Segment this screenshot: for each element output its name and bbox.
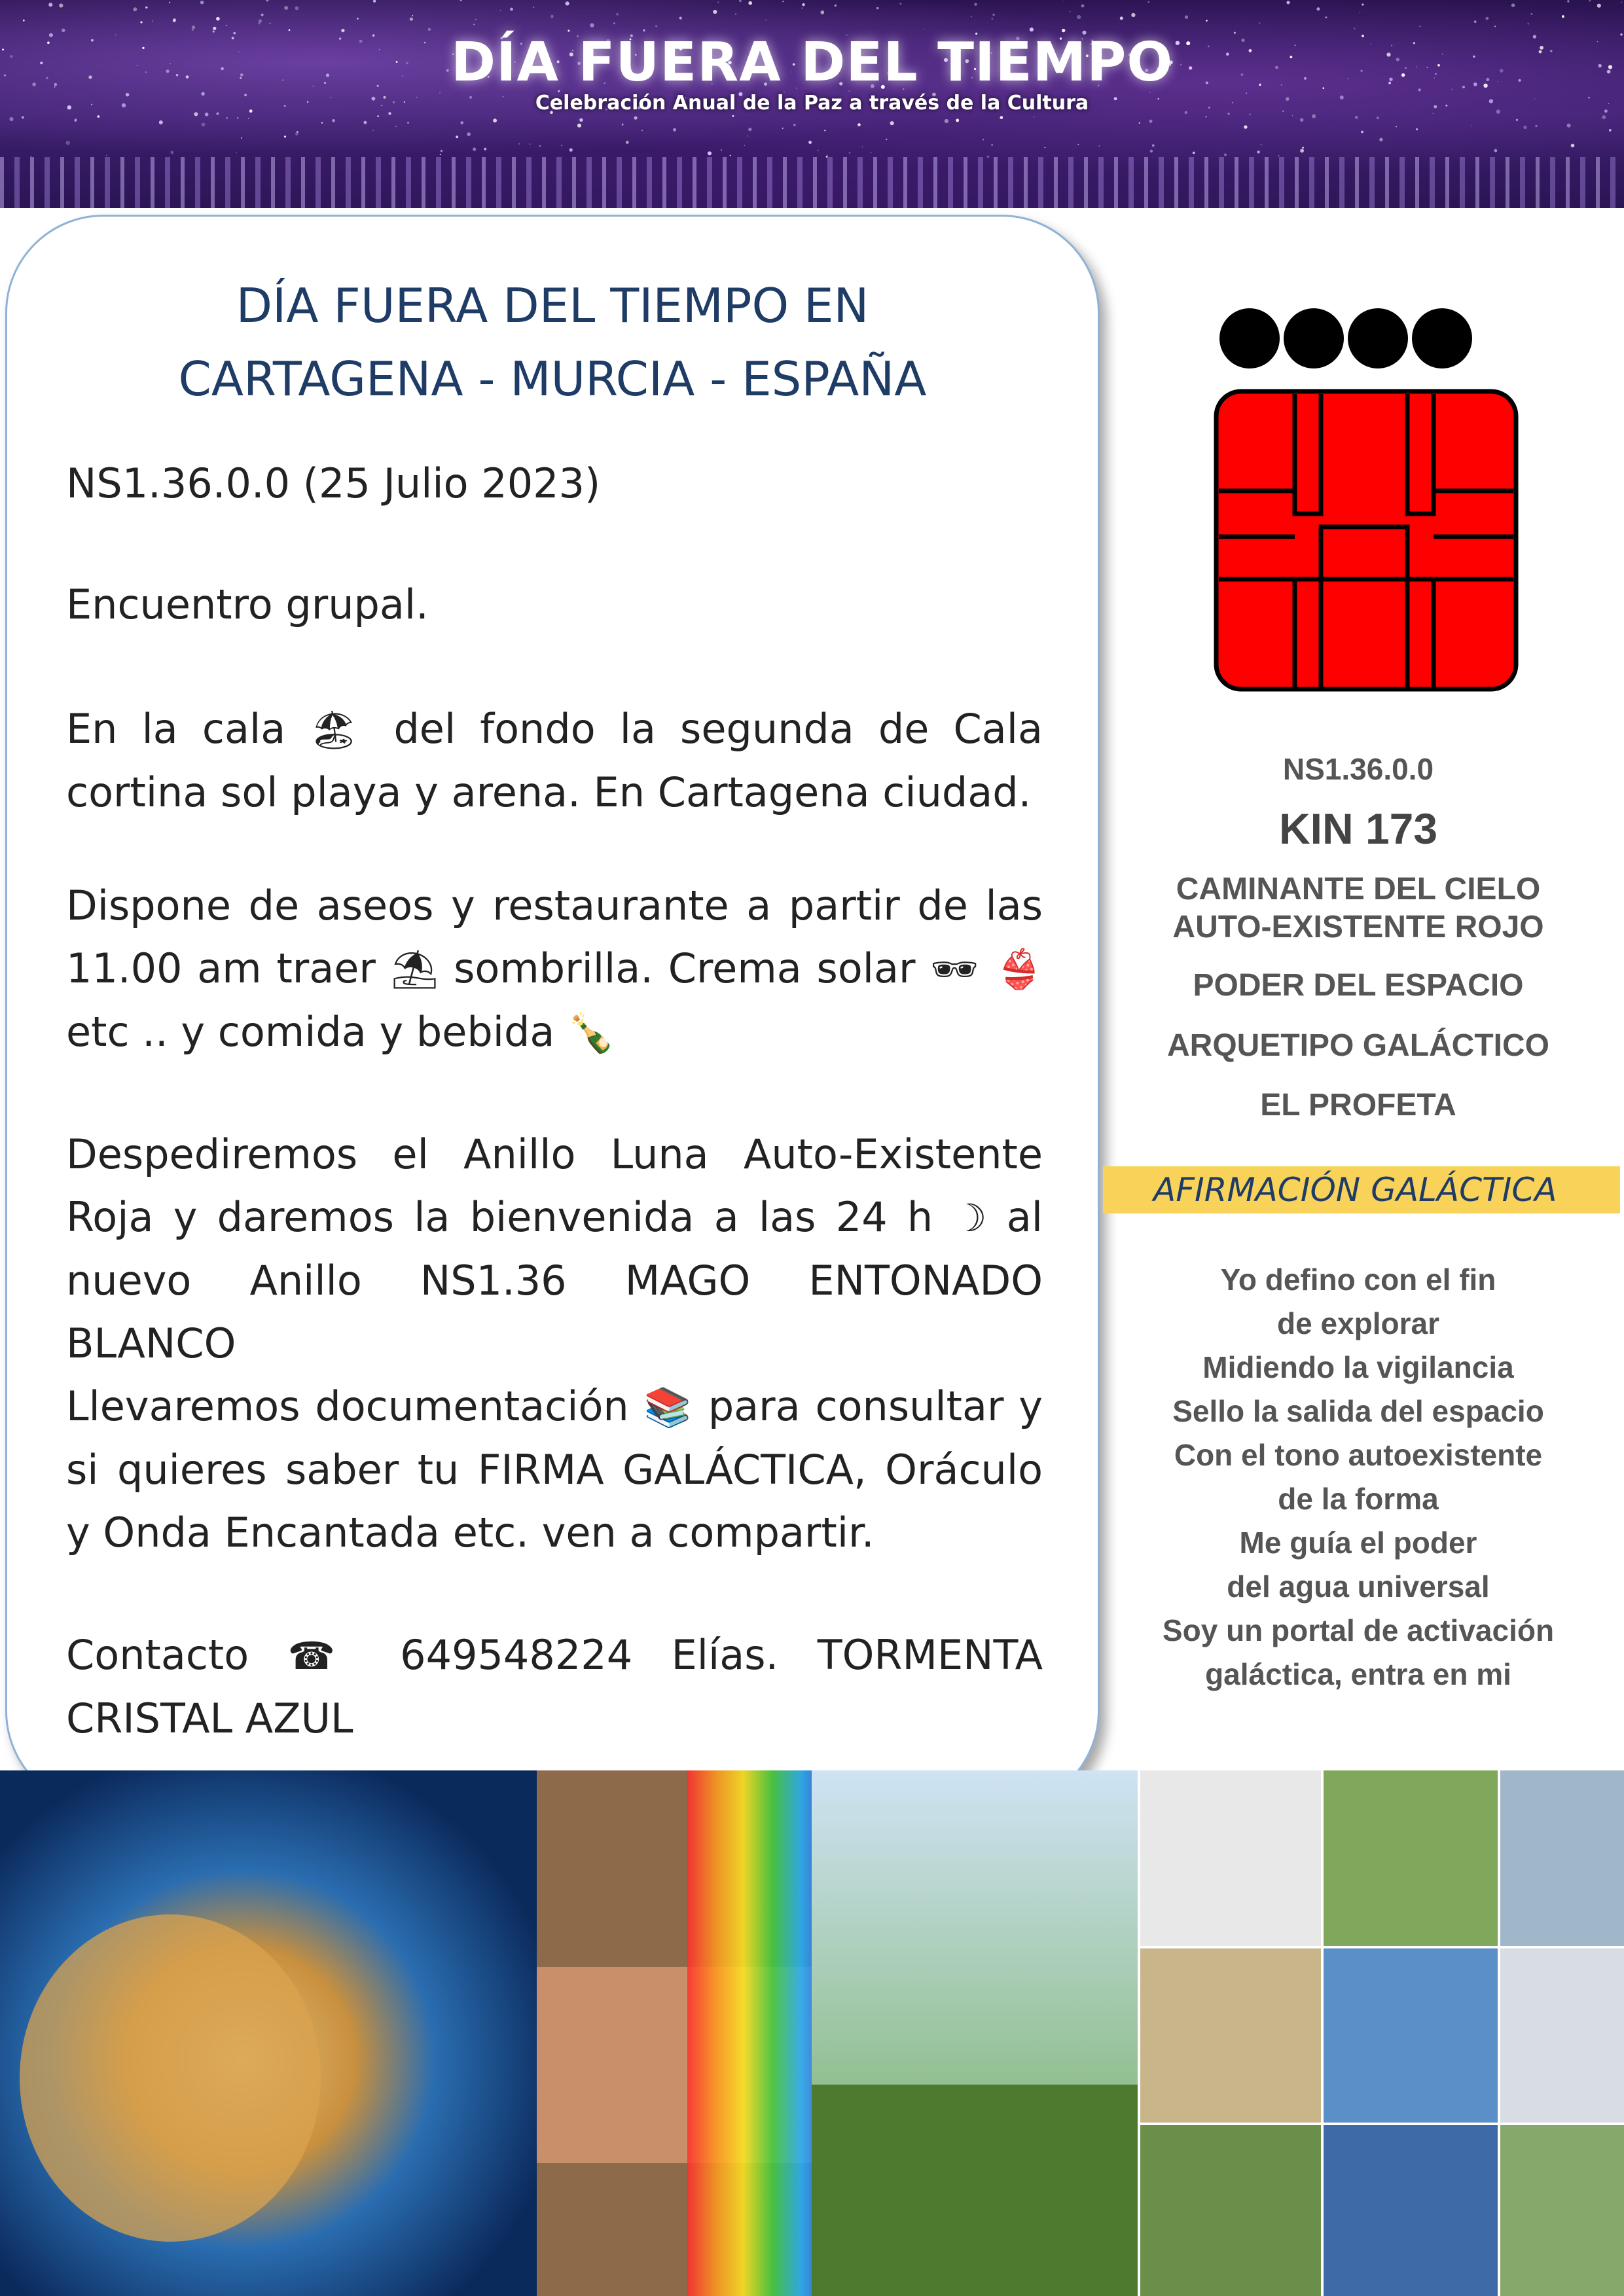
star [295, 7, 299, 10]
star [213, 27, 216, 30]
star [460, 121, 463, 124]
star [1485, 17, 1489, 20]
star [145, 7, 147, 9]
star [372, 130, 374, 131]
star [1511, 3, 1515, 7]
star [428, 28, 431, 31]
event-card [5, 215, 1100, 1809]
star [1193, 152, 1195, 154]
star [1562, 15, 1564, 18]
star [237, 117, 238, 118]
star [1000, 116, 1003, 119]
affirmation-line: galáctica, entra en mi [1205, 1657, 1511, 1691]
star [1139, 122, 1140, 124]
star [992, 14, 994, 16]
star [202, 123, 206, 127]
star [1034, 117, 1035, 118]
dot-3 [1348, 308, 1408, 368]
location-text-a: En la cala [66, 705, 286, 753]
star [473, 147, 476, 151]
star [510, 8, 513, 11]
star [871, 152, 872, 154]
star [820, 10, 824, 14]
contact-paragraph [66, 1624, 1043, 1750]
affirmation-line: Con el tono autoexistente [1174, 1438, 1543, 1472]
star [500, 10, 501, 11]
star [835, 5, 837, 7]
star [518, 143, 520, 145]
star [48, 3, 52, 7]
ring-text-b: al nuevo Anillo NS1.36 MAGO ENTONADO BLANCO [66, 1193, 1043, 1367]
star [1589, 0, 1591, 1]
star [579, 118, 583, 122]
star [983, 139, 984, 140]
star [321, 122, 323, 124]
star [332, 119, 335, 122]
star [721, 149, 722, 151]
star [1354, 28, 1355, 29]
star [992, 18, 994, 20]
star [577, 124, 581, 128]
star [641, 130, 643, 131]
star [824, 130, 825, 131]
star [22, 117, 24, 119]
star [484, 148, 486, 151]
beach-icon: 🏖 [310, 708, 370, 752]
star [849, 152, 851, 154]
star [395, 126, 397, 127]
star [1316, 7, 1320, 10]
services-text-a: Dispone de aseos y restaurante a partir de las 11.00 am traer [66, 882, 1043, 992]
tile-field [1499, 2124, 1624, 2296]
kin-name-line2: AUTO-EXISTENTE ROJO [1172, 910, 1544, 944]
star [1224, 154, 1227, 156]
affirmation-title: AFIRMACIÓN GALÁCTICA [1153, 1171, 1557, 1209]
star [407, 122, 409, 124]
docs-text-b: para consultar y si quieres saber tu FIRMA GALÁCTICA, Oráculo y Onda Encantada etc. ven a compartir. [66, 1382, 1043, 1556]
star [679, 17, 682, 20]
affirmation-text [1106, 1258, 1610, 1696]
star [655, 25, 657, 27]
card-title-line2: CARTAGENA - MURCIA - ESPAÑA [178, 351, 927, 406]
sunglasses-icon: 🕶 [930, 947, 981, 992]
star [1286, 1, 1290, 4]
star [718, 2, 719, 3]
star [1206, 20, 1208, 22]
star [876, 7, 879, 10]
star [1379, 138, 1382, 141]
star [569, 148, 573, 151]
star [566, 1, 569, 5]
star [1292, 115, 1293, 116]
kin-archetype: ARQUETIPO GALÁCTICO [1167, 1028, 1549, 1063]
star [1494, 26, 1496, 27]
star [192, 29, 194, 31]
star [808, 141, 812, 144]
star [1131, 13, 1135, 17]
star [673, 128, 676, 132]
star [1185, 16, 1188, 19]
star [1597, 4, 1601, 8]
star [1205, 116, 1206, 117]
tile-tipi [1322, 1770, 1499, 1947]
kin-code: NS1.36.0.0 [1282, 752, 1434, 786]
star [1396, 126, 1397, 128]
tile-dome [1499, 1770, 1624, 1947]
dot-2 [1284, 308, 1344, 368]
star [440, 154, 441, 155]
star [1571, 144, 1575, 148]
star [748, 1, 752, 5]
affirmation-line: Soy un portal de activación [1162, 1613, 1555, 1647]
star [23, 20, 25, 22]
star [1098, 145, 1100, 147]
tile-meditation [1139, 1770, 1322, 1947]
kin-glyph-icon [1211, 301, 1525, 694]
star [9, 117, 13, 121]
kin-prophet: EL PROFETA [1260, 1088, 1456, 1122]
star [732, 115, 734, 117]
star [1120, 16, 1123, 20]
contact-text-b: 649548224 Elías. TORMENTA CRISTAL AZUL [66, 1631, 1043, 1742]
affirmation-line: de explorar [1277, 1306, 1439, 1340]
contact-text-a: Contacto [66, 1631, 249, 1679]
dot-1 [1219, 308, 1280, 368]
star [467, 132, 471, 136]
star [590, 23, 594, 27]
star [1326, 16, 1327, 18]
services-paragraph [66, 874, 1043, 1064]
star [622, 124, 624, 126]
star [1278, 155, 1280, 156]
star [1300, 149, 1304, 152]
star [818, 150, 819, 151]
star [1302, 147, 1304, 149]
star [1152, 144, 1155, 147]
star [410, 18, 413, 21]
star [626, 141, 629, 144]
star [1377, 117, 1379, 119]
decorative-pattern-strip [0, 157, 1624, 208]
star [1312, 115, 1316, 118]
star [357, 18, 359, 20]
location-text-b: del fondo la segunda de Cala cortina sol playa y arena. En Cartagena ciudad. [66, 705, 1043, 816]
star [1259, 22, 1260, 24]
card-title [7, 269, 1098, 416]
star [192, 26, 195, 29]
header-subtitle: Celebración Anual de la Paz a través de la Cultura [535, 92, 1089, 115]
star [200, 1, 204, 4]
star [270, 23, 271, 24]
kin-name [1106, 870, 1610, 946]
star [295, 132, 298, 135]
tile-banner [1499, 1947, 1624, 2124]
phone-icon: ☎ [287, 1634, 361, 1678]
star [134, 7, 137, 11]
docs-paragraph [66, 1375, 1043, 1564]
star [1527, 23, 1529, 25]
star [266, 0, 268, 1]
star [1471, 125, 1473, 126]
books-icon: 📚 [643, 1385, 693, 1429]
star [735, 13, 736, 14]
star [1535, 125, 1537, 127]
kin-power: PODER DEL ESPACIO [1193, 968, 1524, 1003]
star [412, 15, 414, 16]
star [956, 119, 959, 122]
star [616, 13, 619, 16]
star [748, 128, 751, 131]
star [1609, 129, 1611, 131]
star [226, 25, 227, 26]
star [170, 151, 173, 154]
star [1621, 2, 1622, 3]
star [493, 118, 497, 122]
star [456, 135, 458, 138]
star [1516, 119, 1518, 121]
star [857, 123, 861, 126]
star [173, 18, 176, 21]
location-paragraph [66, 698, 1043, 824]
services-text-b: sombrilla. Crema solar [454, 944, 916, 992]
star [550, 15, 554, 18]
star [364, 121, 367, 124]
star [1300, 118, 1303, 122]
star [248, 118, 249, 119]
moon-icon: ☽ [952, 1196, 987, 1240]
star [708, 151, 712, 155]
star [801, 7, 803, 9]
star [890, 121, 894, 125]
star [1077, 15, 1081, 19]
photo-collage [0, 1770, 1624, 2296]
star [473, 24, 475, 25]
star [1257, 151, 1259, 153]
star [169, 2, 170, 3]
star [216, 17, 220, 21]
star [66, 141, 70, 145]
star [782, 1, 784, 2]
date-line: NS1.36.0.0 (25 Julio 2023) [66, 459, 601, 507]
affirmation-line: Yo defino con el fin [1220, 1263, 1496, 1297]
card-title-line1: DÍA FUERA DEL TIEMPO EN [236, 278, 869, 333]
affirmation-line: de la forma [1278, 1482, 1439, 1516]
star [802, 3, 804, 6]
services-text-c: etc .. y comida [66, 1008, 367, 1056]
star [1362, 4, 1363, 6]
star [744, 145, 745, 146]
tile-group [1139, 2124, 1322, 2296]
star [886, 139, 887, 140]
star [460, 0, 462, 1]
swimsuit-icon: 👙 [995, 947, 1043, 992]
star [241, 137, 242, 139]
star [945, 119, 948, 123]
drink-icon: 🍾 [568, 1011, 615, 1055]
star [739, 0, 742, 2]
star [1355, 116, 1358, 119]
ring-text-a: Despediremos el Anillo Luna Auto-Existente Roja y daremos la bienvenida a las 24 h [66, 1130, 1043, 1241]
docs-text-a: Llevaremos documentación [66, 1382, 629, 1430]
services-text-d: y bebida [379, 1008, 555, 1056]
star [284, 6, 288, 10]
star [1474, 20, 1477, 23]
star [59, 3, 63, 7]
star [561, 145, 562, 147]
kin-name-line1: CAMINANTE DEL CIELO [1176, 872, 1541, 906]
star [974, 3, 977, 6]
star [748, 135, 749, 137]
kin-number: KIN 173 [1278, 804, 1438, 853]
star [1045, 147, 1046, 149]
star [289, 29, 291, 31]
star [259, 19, 262, 22]
affirmation-line: del agua universal [1227, 1570, 1490, 1604]
star [1416, 128, 1418, 130]
star [377, 115, 379, 117]
tile-flag [1322, 1947, 1499, 2124]
star [259, 22, 261, 24]
star [159, 120, 163, 124]
star [1567, 124, 1571, 128]
star [1361, 131, 1363, 134]
star [261, 14, 264, 16]
star [1081, 5, 1085, 8]
star [1077, 144, 1079, 145]
star [1147, 1, 1149, 3]
star [1523, 126, 1526, 129]
affirmation-line: Sello la salida del espacio [1172, 1394, 1544, 1428]
tile-camp [1322, 2124, 1499, 2296]
skywalker-seal [1216, 391, 1516, 689]
star [793, 124, 795, 126]
header-banner [0, 0, 1624, 208]
star [1261, 144, 1262, 145]
star [899, 3, 901, 5]
star [475, 19, 477, 20]
star [373, 0, 376, 3]
dot-4 [1412, 308, 1472, 368]
star [75, 118, 77, 120]
star [713, 10, 717, 14]
star [236, 152, 238, 154]
star [98, 115, 100, 118]
affirmation-line: Midiendo la vigilancia [1202, 1350, 1514, 1384]
star [441, 150, 442, 152]
star [533, 7, 535, 8]
star [226, 117, 228, 119]
star [530, 143, 531, 145]
umbrella-icon: ⛱ [390, 947, 439, 992]
star [1149, 120, 1153, 123]
meeting-line: Encuentro grupal. [66, 581, 429, 628]
star [634, 117, 638, 120]
star [140, 21, 142, 23]
star [1494, 149, 1498, 152]
star [613, 22, 615, 24]
star [992, 144, 993, 145]
affirmation-line: Me guía el poder [1239, 1526, 1477, 1560]
star [1567, 0, 1569, 2]
star [782, 128, 784, 129]
star [1602, 115, 1606, 119]
star [1244, 125, 1247, 128]
star [1150, 150, 1153, 152]
star [1530, 13, 1532, 15]
tile-structure [1139, 1947, 1322, 2124]
star [730, 155, 731, 156]
star [106, 155, 107, 156]
ring-paragraph [66, 1123, 1043, 1375]
header-title: DÍA FUERA DEL TIEMPO [450, 31, 1174, 94]
star [284, 135, 286, 137]
star [971, 16, 972, 18]
star [539, 145, 541, 147]
